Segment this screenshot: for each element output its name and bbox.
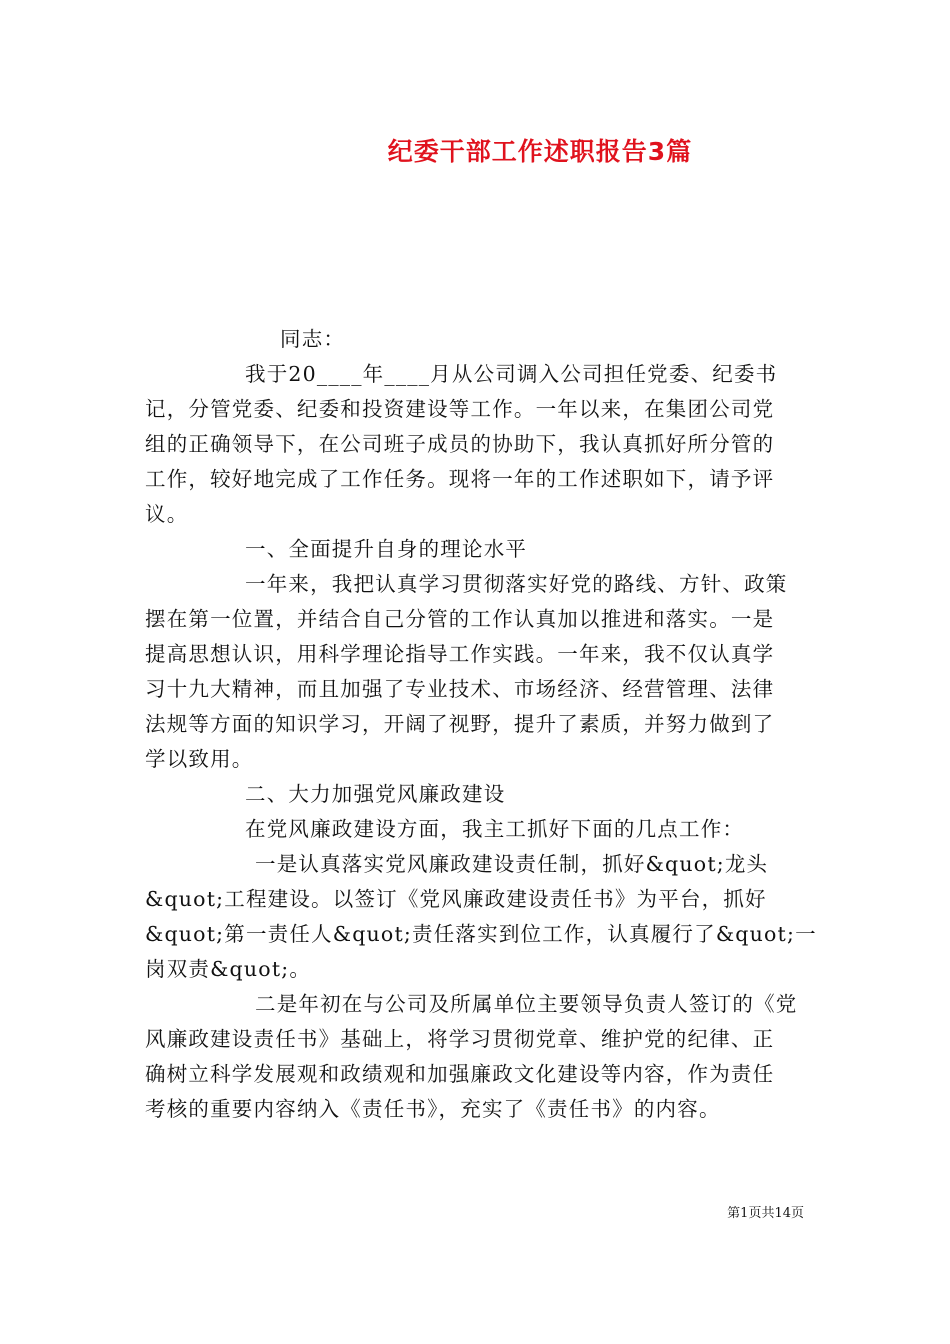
- paragraph-line: 一是认真落实党风廉政建设责任制，抓好&quot;龙头: [255, 852, 769, 876]
- paragraph-line: 法规等方面的知识学习，开阔了视野，提升了素质，并努力做到了: [145, 712, 775, 736]
- paragraph-line: 风廉政建设责任书》基础上，将学习贯彻党章、维护党的纪律、正: [145, 1027, 775, 1051]
- paragraph-line: 同志：: [280, 327, 346, 351]
- paragraph-line: 提高思想认识，用科学理论指导工作实践。一年来，我不仅认真学: [145, 642, 775, 666]
- paragraph-line: 岗双责&quot;。: [145, 957, 312, 981]
- section-heading: 二、大力加强党风廉政建设: [245, 782, 506, 806]
- page-number: 第1页共14页: [727, 1206, 804, 1221]
- paragraph-line: 学以致用。: [145, 747, 254, 771]
- document-body: [145, 322, 817, 1127]
- paragraph-line: 在党风廉政建设方面，我主工抓好下面的几点工作：: [245, 817, 745, 841]
- paragraph-line: 考核的重要内容纳入《责任书》，充实了《责任书》的内容。: [145, 1097, 721, 1121]
- paragraph-line: 我于20____年____月从公司调入公司担任党委、纪委书: [245, 362, 778, 386]
- paragraph-line: 议。: [145, 502, 189, 526]
- paragraph-line: 摆在第一位置，并结合自己分管的工作认真加以推进和落实。一是: [145, 607, 775, 631]
- paragraph-line: 习十九大精神，而且加强了专业技术、市场经济、经营管理、法律: [145, 677, 775, 701]
- paragraph-line: 二是年初在与公司及所属单位主要领导负责人签订的《党: [255, 992, 798, 1016]
- paragraph-line: 工作，较好地完成了工作任务。现将一年的工作述职如下，请予评: [145, 467, 775, 491]
- section-heading: 一、全面提升自身的理论水平: [245, 537, 528, 561]
- document-title: 纪委干部工作述职报告3篇: [387, 137, 693, 166]
- paragraph-line: 记，分管党委、纪委和投资建设等工作。一年以来，在集团公司党: [145, 397, 775, 421]
- paragraph-line: 组的正确领导下，在公司班子成员的协助下，我认真抓好所分管的: [145, 432, 775, 456]
- paragraph-line: 确树立科学发展观和政绩观和加强廉政文化建设等内容，作为责任: [145, 1062, 775, 1086]
- paragraph-line: &quot;第一责任人&quot;责任落实到位工作，认真履行了&quot;一: [145, 922, 817, 946]
- paragraph-line: &quot;工程建设。以签订《党风廉政建设责任书》为平台，抓好: [145, 887, 767, 911]
- paragraph-line: 一年来，我把认真学习贯彻落实好党的路线、方针、政策: [245, 572, 788, 596]
